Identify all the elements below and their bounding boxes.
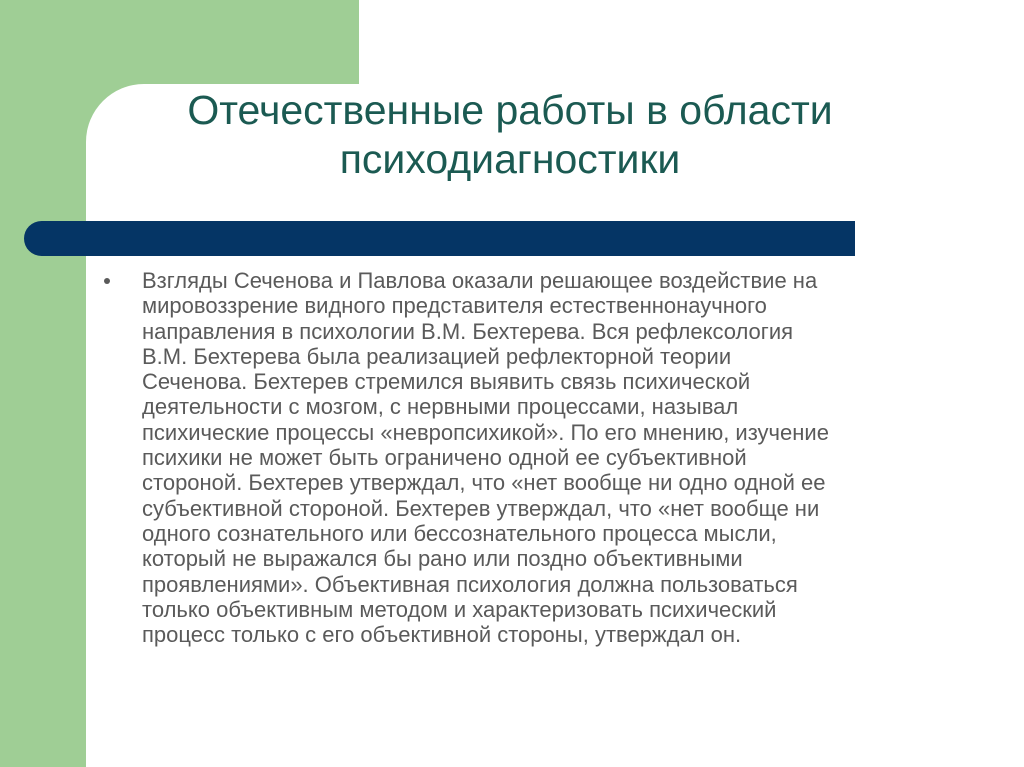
body-line: направления в психологии В.М. Бехтерева. Вся рефлексология: [142, 318, 794, 344]
body-line: только объективным методом и характеризовать психический: [142, 596, 777, 622]
slide-title-line: Отечественные работы в области: [187, 87, 833, 133]
body-line: одного сознательного или бессознательного процесса мысли,: [142, 520, 777, 546]
white-top-area: [359, 0, 1024, 90]
body-line: Взгляды Сеченова и Павлова оказали решающее воздействие на: [142, 268, 818, 293]
body-line: В.М. Бехтерева была реализацией рефлекторной теории: [142, 343, 732, 369]
body-line: деятельности с мозгом, с нервными процессами, называл: [142, 394, 739, 420]
bullet-item-text: [104, 268, 962, 647]
slide-title-line: психодиагностики: [339, 136, 681, 182]
body-line: проявлениями». Объективная психология должна пользоваться: [142, 571, 798, 597]
body-line: стороной. Бехтерев утверждал, что «нет вообще ни одно одной ее: [142, 470, 826, 496]
slide-title: [110, 86, 910, 184]
title-divider-bar: [24, 221, 855, 256]
body-line: который не выражался бы рано или поздно объективными: [142, 546, 743, 572]
body-line: субъективной стороной. Бехтерев утверждал, что «нет вообще ни: [142, 495, 820, 521]
body-line: процесс только с его объективной стороны, утверждал он.: [142, 622, 742, 648]
body-line: Сеченова. Бехтерев стремился выявить связь психической: [142, 369, 751, 395]
body-line: психики не может быть ограничено одной ее субъективной: [142, 445, 747, 471]
bullet-dot-icon: [104, 278, 110, 284]
body-line: мировоззрение видного представителя естественнонаучного: [142, 293, 767, 319]
body-line: психические процессы «невропсихикой». По его мнению, изучение: [142, 419, 829, 445]
bullet-list: [104, 268, 964, 647]
